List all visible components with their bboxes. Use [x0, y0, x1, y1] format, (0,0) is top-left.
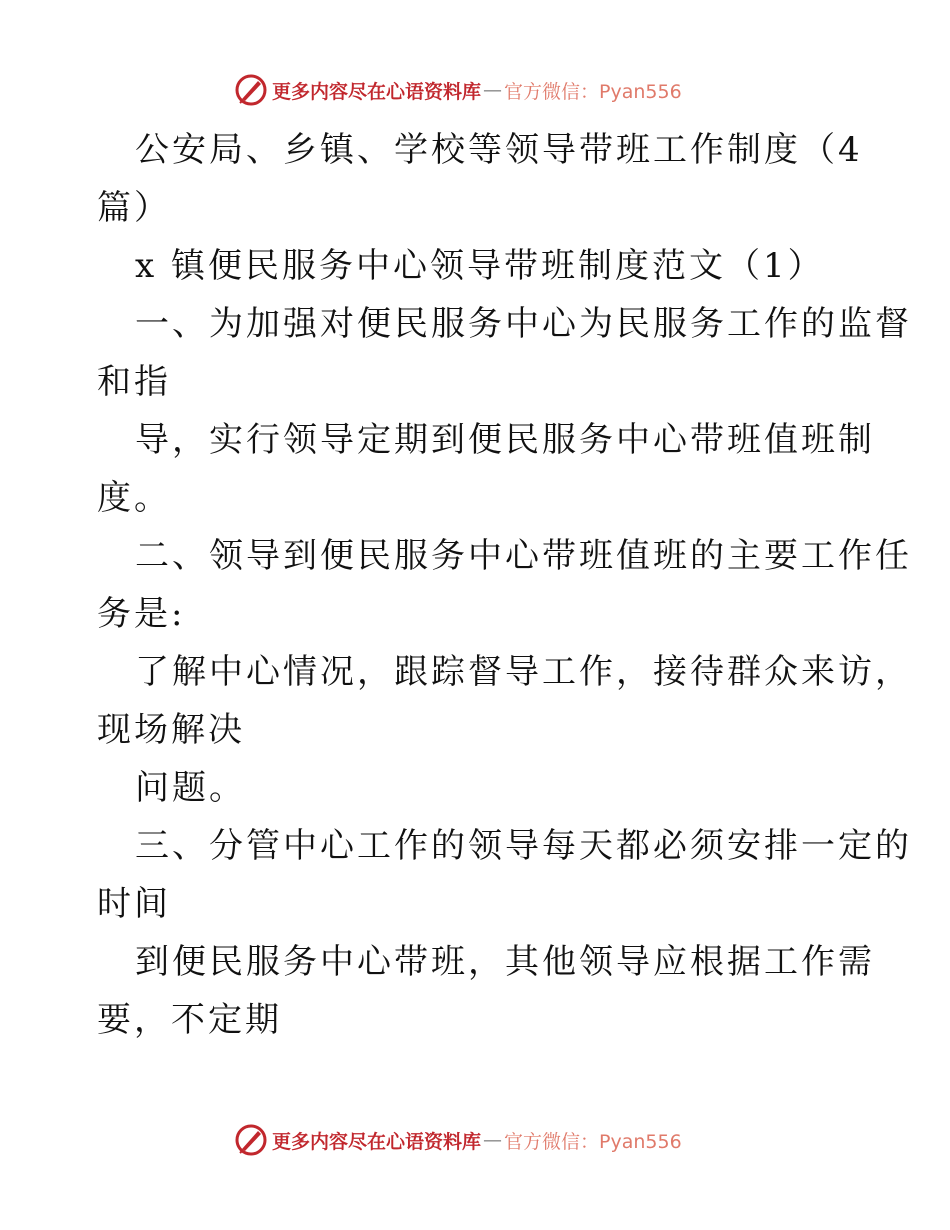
document-line: 要，不定期: [97, 1000, 282, 1040]
document-line: 度。: [97, 478, 171, 518]
document-line: 一、为加强对便民服务中心为民服务工作的监督: [135, 304, 912, 344]
document-line: 务是:: [97, 594, 186, 634]
watermark-text: 更多内容尽在心语资料库: [272, 80, 482, 103]
document-line: 和指: [97, 362, 171, 402]
document-body: [97, 121, 912, 1049]
document-line: 时间: [97, 884, 171, 924]
watermark-separator: —: [483, 79, 503, 101]
document-line: 二、领导到便民服务中心带班值班的主要工作任: [135, 536, 912, 576]
watermark-separator: —: [483, 1129, 503, 1151]
watermark-banner-bottom: [234, 1120, 682, 1160]
document-line: 问题。: [135, 768, 246, 808]
document-line: 现场解决: [97, 710, 245, 750]
document-line: 导，实行领导定期到便民服务中心带班值班制: [135, 420, 875, 460]
watermark-sub: 官方微信：Pyan556: [504, 80, 682, 103]
quill-logo-icon: [234, 73, 268, 107]
document-line: 了解中心情况，跟踪督导工作，接待群众来访，: [135, 652, 912, 692]
document-line: 到便民服务中心带班，其他领导应根据工作需: [135, 942, 875, 982]
document-line: 三、分管中心工作的领导每天都必须安排一定的: [135, 826, 912, 866]
watermark-text: 更多内容尽在心语资料库: [272, 1130, 482, 1153]
document-line: 篇）: [97, 188, 171, 228]
document-line: 公安局、乡镇、学校等领导带班工作制度（4: [135, 130, 863, 170]
document-line: x 镇便民服务中心领导带班制度范文（1）: [135, 246, 825, 286]
watermark-sub: 官方微信：Pyan556: [504, 1130, 682, 1153]
watermark-banner-top: [234, 70, 682, 110]
quill-logo-icon: [234, 1123, 268, 1157]
